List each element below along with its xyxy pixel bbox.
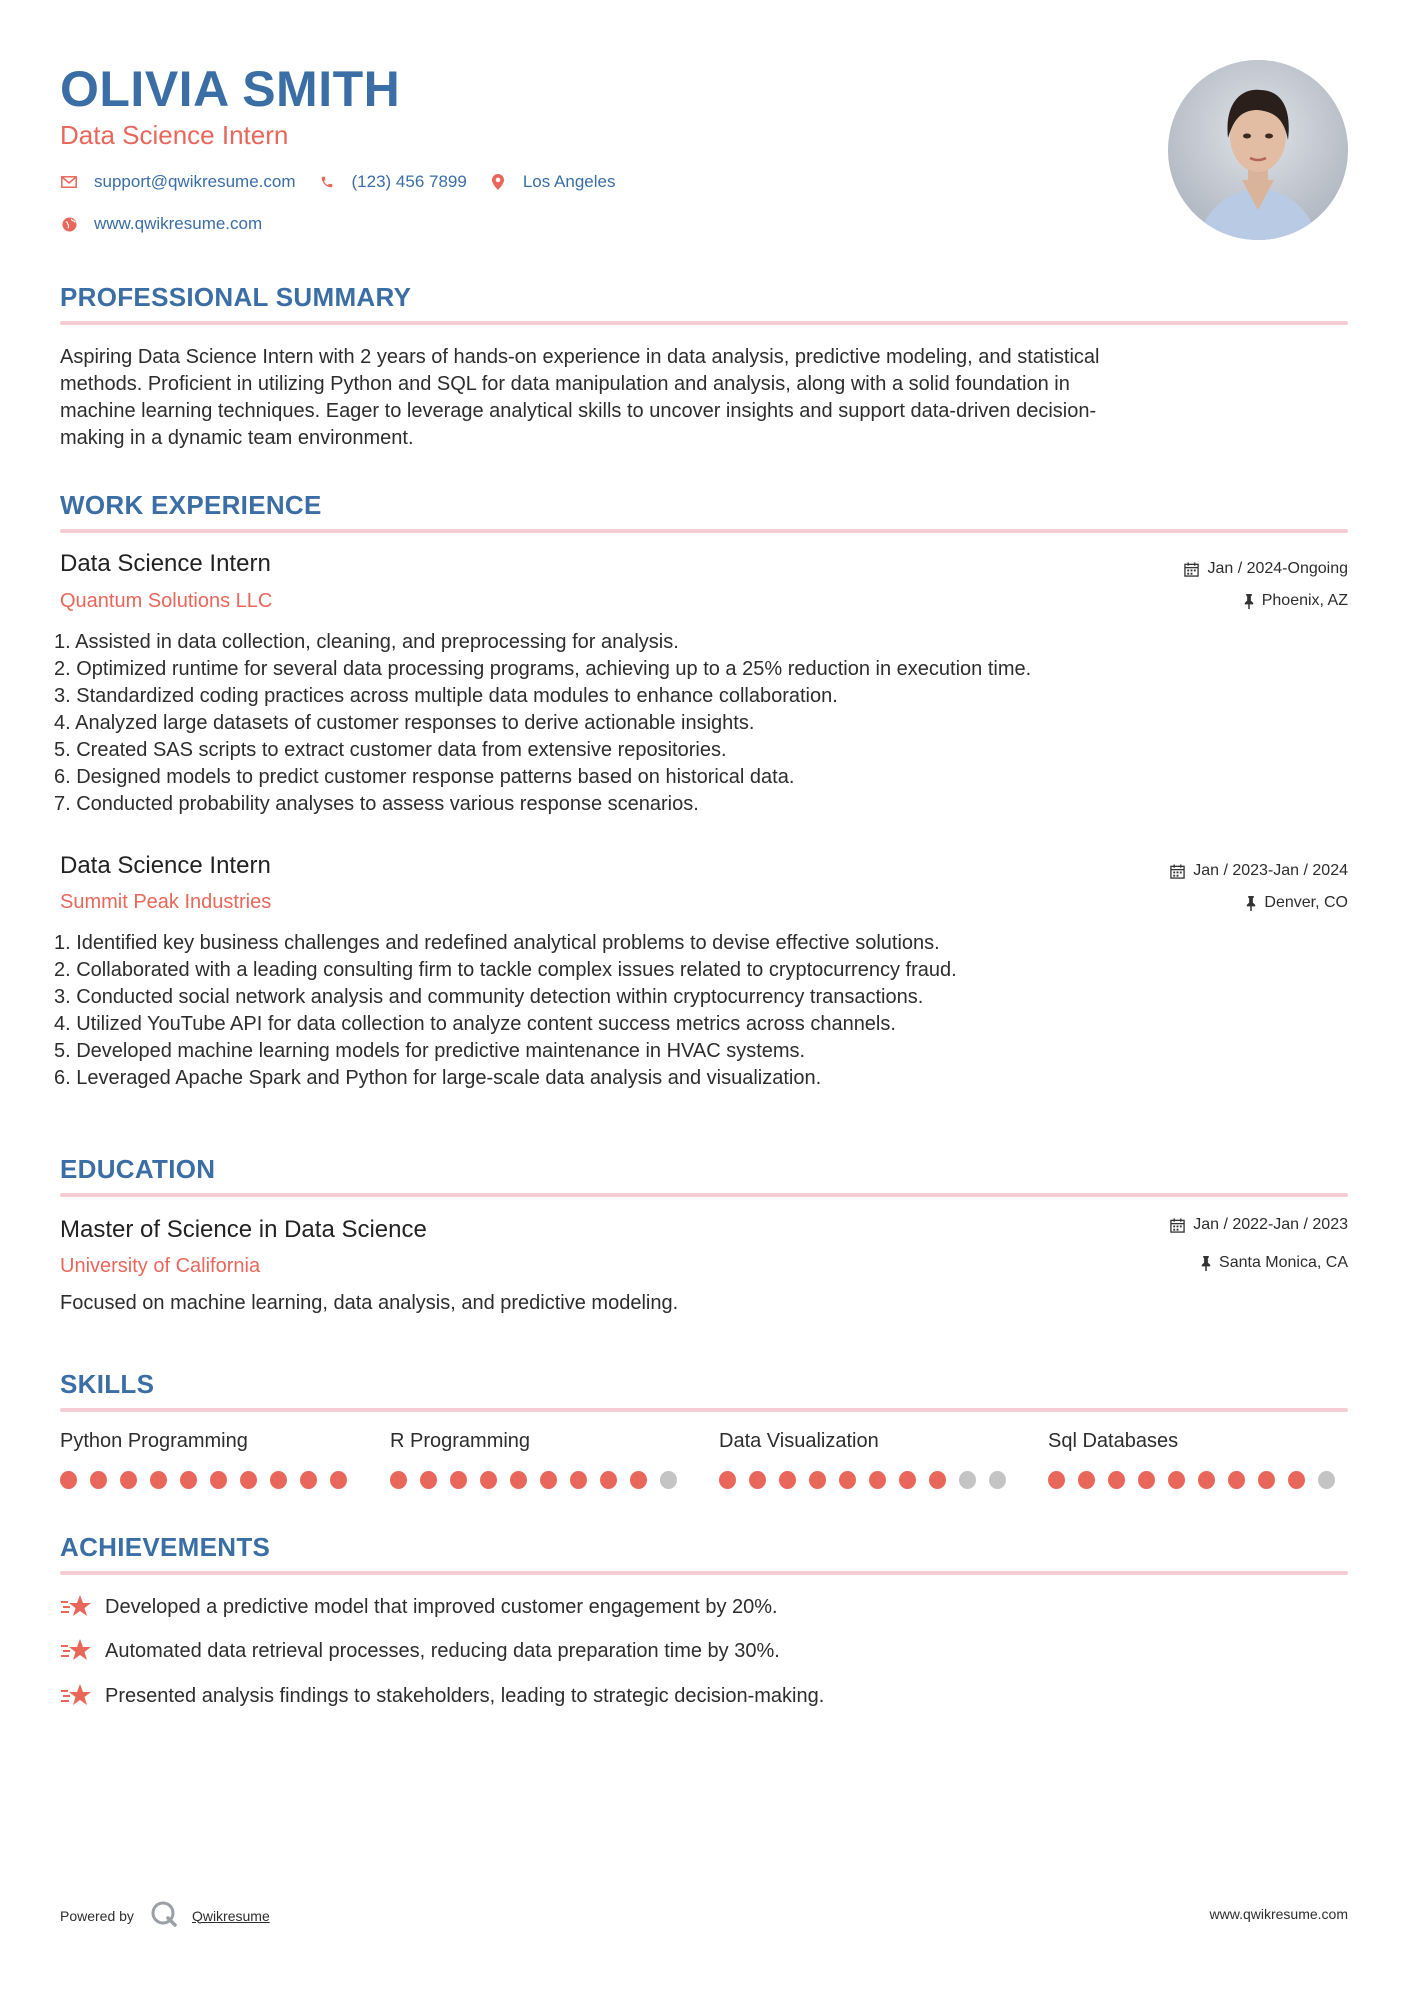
job-responsibilities [54,629,1344,818]
pushpin-icon [1246,896,1256,911]
achievement-item [60,1682,824,1710]
list-item: 7. Conducted probability analyses to assess various response scenarios. [54,793,699,815]
rating-dot-filled [779,1471,796,1489]
contact-website[interactable] [60,214,262,234]
skill-name: Sql Databases [1048,1430,1179,1452]
rating-dot-filled [390,1471,407,1489]
job-title: Data Science Intern [60,550,271,577]
rating-dot-filled [180,1471,197,1489]
star-icon [60,1593,92,1621]
job-responsibilities [54,930,1344,1092]
star-icon [60,1637,92,1665]
email-text: support@qwikresume.com [94,172,296,191]
rating-dot-empty [989,1471,1006,1489]
list-item: 1. Identified key business challenges and redefined analytical problems to devise effective solutions. [54,932,940,954]
summary-line: Aspiring Data Science Intern with 2 years of hands-on experience in data analysis, predictive modeling, and statistical [60,346,1100,368]
list-item: 4. Utilized YouTube API for data collection to analyze content success metrics across channels. [54,1013,896,1035]
education-dates [1170,1216,1348,1234]
phone-icon [318,173,336,191]
degree-title: Master of Science in Data Science [60,1216,427,1243]
contact-row [60,172,637,192]
rating-dot-filled [450,1471,467,1489]
location-text: Denver, CO [1264,894,1348,911]
skill-rating [60,1471,360,1489]
location-text: Phoenix, AZ [1261,592,1348,609]
skill-item [60,1430,360,1489]
job-location [1244,592,1348,610]
section-divider [60,1193,1348,1197]
rating-dot-filled [1288,1471,1305,1489]
job-title: Data Science Intern [60,852,271,879]
rating-dot-filled [600,1471,617,1489]
rating-dot-empty [1318,1471,1335,1489]
website-text: www.qwikresume.com [94,214,263,233]
list-item: 4. Analyzed large datasets of customer responses to derive actionable insights. [54,712,755,734]
rating-dot-filled [719,1471,736,1489]
footer-powered-by [60,1900,270,1931]
list-item: 3. Standardized coding practices across multiple data modules to enhance collaboration. [54,685,838,707]
summary-text [60,344,1340,452]
contact-location [489,172,616,192]
list-item: 5. Created SAS scripts to extract customer data from extensive repositories. [54,739,727,761]
rating-dot-filled [1078,1471,1095,1489]
job-dates [1170,862,1348,880]
achievements-heading: ACHIEVEMENTS [60,1532,271,1562]
rating-dot-filled [570,1471,587,1489]
education-location [1201,1254,1348,1272]
company-name: Quantum Solutions LLC [60,590,273,612]
summary-line: machine learning techniques. Eager to leverage analytical skills to uncover insights and support data-driven decision- [60,400,1097,422]
rating-dot-filled [749,1471,766,1489]
envelope-icon [60,173,78,191]
dates-text: Jan / 2024-Ongoing [1207,560,1348,577]
star-icon [60,1682,92,1710]
rating-dot-filled [120,1471,137,1489]
list-item: 2. Collaborated with a leading consulting firm to tackle complex issues related to cryptocurrency fraud. [54,959,957,981]
map-pin-icon [489,173,507,191]
rating-dot-filled [809,1471,826,1489]
section-divider [60,529,1348,533]
school-name: University of California [60,1255,261,1277]
section-divider [60,1571,1348,1575]
skills-heading: SKILLS [60,1369,155,1399]
candidate-title: Data Science Intern [60,120,289,150]
experience-heading: WORK EXPERIENCE [60,490,322,520]
skill-item [1048,1430,1348,1489]
globe-icon [60,215,78,233]
rating-dot-filled [1168,1471,1185,1489]
list-item: 2. Optimized runtime for several data processing programs, achieving up to a 25% reduction in execution time. [54,658,1032,680]
skill-rating [719,1471,1019,1489]
achievement-item [60,1637,780,1665]
rating-dot-filled [60,1471,77,1489]
summary-line: methods. Proficient in utilizing Python and SQL for data manipulation and analysis, along with a solid foundation in [60,373,1070,395]
contact-row-2 [60,214,284,234]
rating-dot-filled [300,1471,317,1489]
phone-text: (123) 456 7899 [351,172,467,191]
achievement-text: Automated data retrieval processes, reducing data preparation time by 30%. [105,1639,780,1662]
achievement-text: Presented analysis findings to stakeholders, leading to strategic decision-making. [105,1684,825,1707]
skill-item [390,1430,690,1489]
rating-dot-filled [899,1471,916,1489]
list-item: 1. Assisted in data collection, cleaning, and preprocessing for analysis. [54,631,679,653]
rating-dot-filled [1108,1471,1125,1489]
list-item: 3. Conducted social network analysis and community detection within cryptocurrency transactions. [54,986,924,1008]
rating-dot-filled [480,1471,497,1489]
job-location [1246,894,1348,912]
calendar-icon [1170,864,1185,879]
location-text: Los Angeles [522,172,616,191]
rating-dot-filled [330,1471,347,1489]
qwikresume-logo-icon [150,1900,178,1931]
rating-dot-filled [420,1471,437,1489]
rating-dot-filled [510,1471,527,1489]
skill-rating [390,1471,690,1489]
list-item: 6. Designed models to predict customer response patterns based on historical data. [54,766,795,788]
rating-dot-filled [929,1471,946,1489]
education-description: Focused on machine learning, data analysis, and predictive modeling. [60,1292,679,1314]
company-name: Summit Peak Industries [60,891,272,913]
rating-dot-filled [869,1471,886,1489]
section-divider [60,1408,1348,1412]
skill-rating [1048,1471,1348,1489]
contact-email[interactable] [60,172,296,192]
achievement-text: Developed a predictive model that improved customer engagement by 20%. [105,1595,778,1618]
calendar-icon [1184,562,1199,577]
skill-name: Python Programming [60,1430,248,1452]
education-heading: EDUCATION [60,1154,216,1184]
contact-phone[interactable] [318,172,467,192]
location-text: Santa Monica, CA [1219,1254,1348,1271]
rating-dot-filled [1198,1471,1215,1489]
achievement-item [60,1593,778,1621]
skill-name: Data Visualization [719,1430,879,1452]
rating-dot-filled [90,1471,107,1489]
section-divider [60,321,1348,325]
rating-dot-empty [959,1471,976,1489]
rating-dot-filled [1258,1471,1275,1489]
rating-dot-filled [1228,1471,1245,1489]
rating-dot-filled [630,1471,647,1489]
skill-name: R Programming [390,1430,531,1452]
pushpin-icon [1244,594,1254,609]
list-item: 5. Developed machine learning models for predictive maintenance in HVAC systems. [54,1040,806,1062]
candidate-name: OLIVIA SMITH [60,61,401,117]
dates-text: Jan / 2023-Jan / 2024 [1193,862,1348,879]
skill-item [719,1430,1019,1489]
summary-line: making in a dynamic team environment. [60,427,414,449]
rating-dot-filled [150,1471,167,1489]
profile-photo [1168,60,1348,240]
rating-dot-filled [839,1471,856,1489]
powered-by-label: Powered by [60,1907,134,1924]
summary-heading: PROFESSIONAL SUMMARY [60,282,412,312]
rating-dot-filled [1048,1471,1065,1489]
rating-dot-filled [540,1471,557,1489]
rating-dot-empty [660,1471,677,1489]
job-dates [1184,560,1348,578]
brand-link[interactable]: Qwikresume [191,1907,270,1924]
rating-dot-filled [210,1471,227,1489]
pushpin-icon [1201,1256,1211,1271]
list-item: 6. Leveraged Apache Spark and Python for large-scale data analysis and visualization. [54,1067,822,1089]
rating-dot-filled [1138,1471,1155,1489]
rating-dot-filled [270,1471,287,1489]
rating-dot-filled [240,1471,257,1489]
dates-text: Jan / 2022-Jan / 2023 [1193,1216,1348,1233]
footer-website[interactable]: www.qwikresume.com [1209,1906,1348,1922]
calendar-icon [1170,1218,1185,1233]
